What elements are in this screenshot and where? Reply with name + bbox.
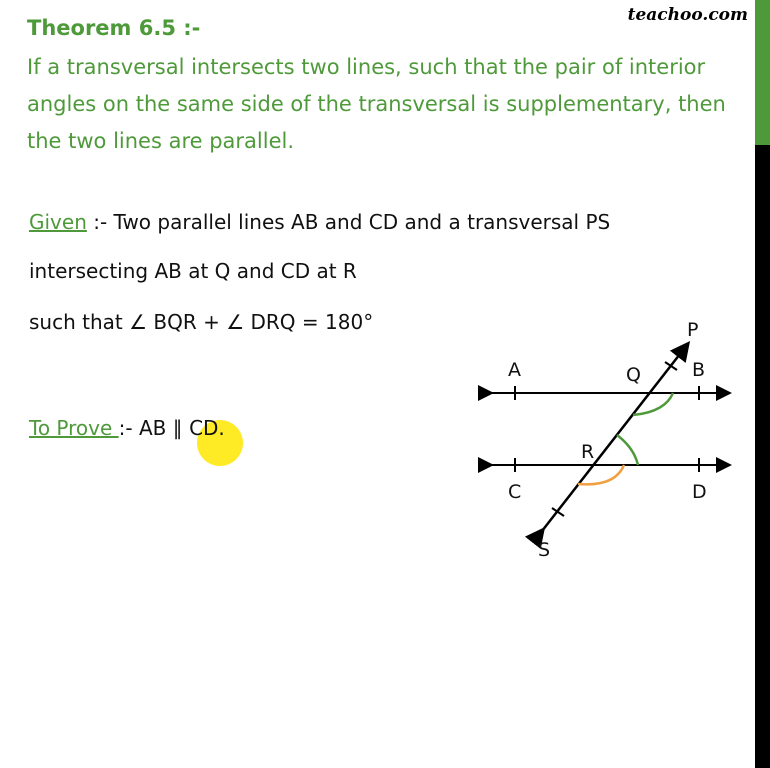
tick-marks	[515, 362, 699, 516]
label-d: D	[692, 481, 707, 503]
transversal-ps	[542, 345, 687, 531]
label-q: Q	[626, 364, 641, 386]
teachoo-logo: teachoo.com	[627, 5, 748, 25]
label-b: B	[692, 359, 706, 381]
label-r: R	[581, 441, 595, 463]
theorem-line: If a transversal intersects two lines, such that the pair of interior	[27, 55, 706, 79]
label-s: S	[538, 539, 551, 561]
given-label: Given	[29, 210, 87, 234]
scrollbar-thumb[interactable]	[755, 0, 770, 145]
to-prove-label: To Prove	[29, 416, 119, 440]
angle-bqr-arc	[633, 393, 673, 415]
theorem-title: Theorem 6.5 :-	[27, 16, 201, 40]
label-c: C	[508, 481, 522, 503]
scrollbar[interactable]	[755, 0, 770, 768]
label-p: P	[687, 319, 699, 341]
given-text: :- Two parallel lines AB and CD and a transversal PS	[93, 210, 611, 234]
given-line-2: intersecting AB at Q and CD at R	[29, 259, 357, 283]
theorem-line: angles on the same side of the transversal is supplementary, then	[27, 92, 726, 116]
given-line-3: such that ∠ BQR + ∠ DRQ = 180°	[29, 310, 374, 334]
to-prove-text: :- AB ∥ CD.	[118, 416, 225, 440]
angle-qrd-arc	[617, 435, 638, 465]
theorem-line: the two lines are parallel.	[27, 129, 295, 153]
label-a: A	[508, 359, 521, 381]
